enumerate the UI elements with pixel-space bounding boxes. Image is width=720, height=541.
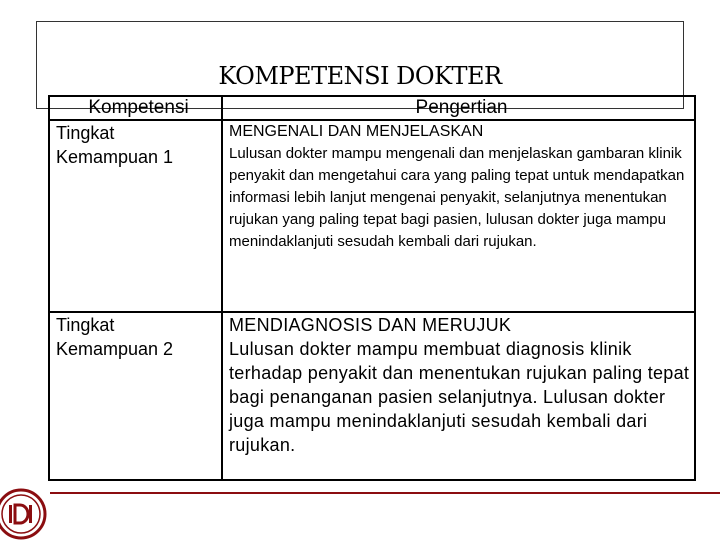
competency-table (48, 95, 696, 481)
footer-bar (0, 480, 720, 540)
table-row (49, 120, 695, 312)
competency-level-cell: Tingkat Kemampuan 1 (49, 120, 222, 312)
definition-heading: MENGENALI DAN MENJELASKAN (229, 123, 484, 140)
competency-level-cell: Tingkat Kemampuan 2 (49, 312, 222, 480)
definition-text: Lulusan dokter mampu membuat diagnosis klinik terhadap penyakit dan menentukan rujukan paling tepat bagi penanganan pasien selanjutnya. Lulusan dokter juga mampu menindaklanjuti sesudah kembali dari rujukan. (229, 339, 690, 455)
column-header-kompetensi: Kompetensi (49, 96, 222, 120)
table-header-row (49, 96, 695, 120)
idi-logo-icon (0, 487, 48, 541)
table-row (49, 312, 695, 480)
slide-title: KOMPETENSI DOKTER (218, 62, 502, 90)
footer-divider (50, 492, 720, 494)
definition-cell (222, 120, 695, 312)
definition-cell (222, 312, 695, 480)
column-header-pengertian: Pengertian (222, 96, 695, 120)
definition-heading: MENDIAGNOSIS DAN MERUJUK (229, 315, 512, 335)
definition-text: Lulusan dokter mampu mengenali dan menjelaskan gambaran klinik penyakit dan mengetahui cara yang paling tepat untuk mendapatkan informasi lebih lanjut mengenai penyakit, selanjutnya menentukan rujukan yang paling tepat bagi pasien, lulusan dokter juga mampu menindaklanjuti sesudah kembali dari rujukan. (229, 145, 685, 250)
